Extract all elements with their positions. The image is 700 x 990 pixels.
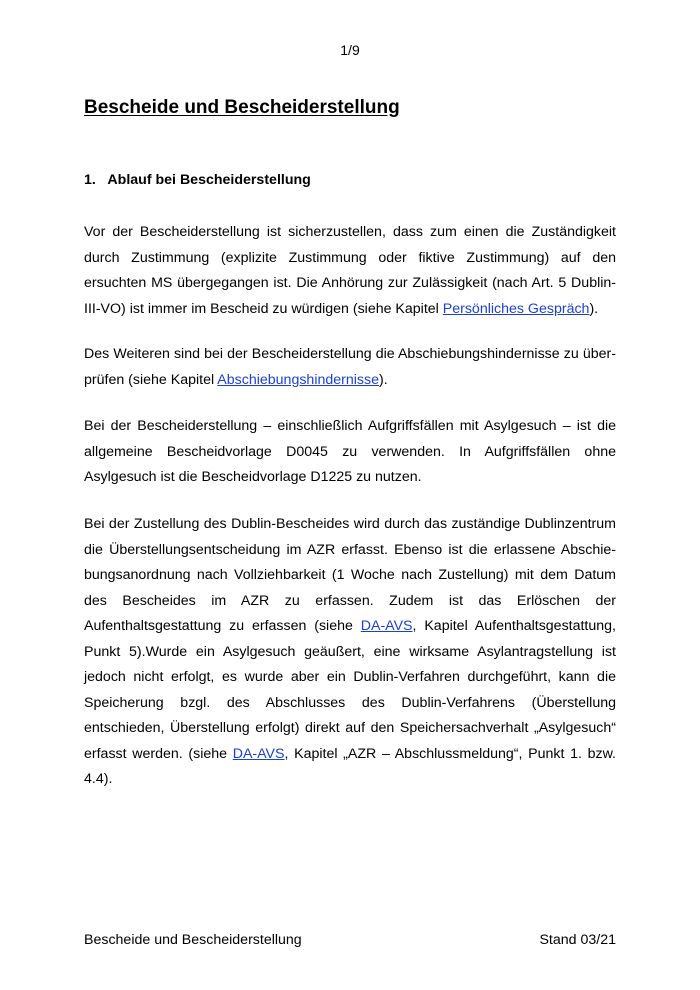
link-da-avs[interactable]: DA-AVS <box>232 745 285 762</box>
footer-title: Bescheide und Bescheiderstellung <box>84 932 302 948</box>
document-title: Bescheide und Bescheiderstellung <box>84 97 400 118</box>
paragraph-abschiebungshindernisse <box>84 342 616 393</box>
section-heading <box>84 172 311 188</box>
link-abschiebungshindernisse[interactable]: Abschiebungshindernisse <box>217 371 379 388</box>
section-number: 1. <box>84 172 96 188</box>
section-title: Ablauf bei Bescheiderstellung <box>107 172 311 188</box>
paragraph-bescheidvorlage: Bei der Bescheiderstellung – einschließlich Aufgriffsfällen mit Asylgesuch – ist die allgemeine Bescheidvorlage D0045 zu verwenden. In Aufgriffsfällen ohne Asylgesuch ist die Bescheidvorlage D1225 zu nutzen. <box>84 418 616 485</box>
paragraph-text: , Kapitel „AZR – Abschlussmeldung“, Punkt 1. bzw. 4.4). <box>84 745 616 787</box>
link-persoenliches-gespraech[interactable]: Persönliches Gespräch <box>442 300 590 317</box>
link-da-avs[interactable]: DA-AVS <box>360 618 413 634</box>
paragraph-text: Vor der Bescheiderstellung ist sicherzustellen, dass zum einen die Zuständigkeit durch Zustimmung (explizite Zustimmung oder fiktive Zustimmung) auf den ersuchten MS übergegangen ist. Die Anhörung zur Zulässigkeit (nach Art. 5 Dublin-III-VO) ist immer im Bescheid zu würdigen (siehe Kapitel <box>84 224 616 317</box>
paragraph-text: Bei der Zustellung des Dublin-Bescheides wird durch das zuständige Dublinzentrum die Überstellungsentscheidung im AZR erfasst. Ebenso ist die erlassene Abschiebungsanordnung nach Vollziehbarkeit (1 Woche nach Zustellung) mit dem Datum des Bescheides im AZR zu erfassen. Zudem ist das Erlöschen der Aufenthaltsgestattung zu erfassen (siehe <box>84 516 616 634</box>
page-number: 1/9 <box>340 42 360 58</box>
footer-date: Stand 03/21 <box>539 932 616 948</box>
paragraph-zustaendigkeit <box>84 220 616 322</box>
paragraph-text: , Kapitel Aufenthaltsgestattung, Punkt 5).Wurde ein Asylgesuch geäußert, eine wirksame Asylantragstellung ist jedoch nicht erfolgt, es wurde aber ein Dublin-Verfahren durchgeführt, kann die Speicherung bzgl. des Abschlusses des Dublin-Verfahrens (Überstellung entschieden, Überstellung erfolgt) direkt auf den Speichersachverhalt „Asylgesuch“ erfasst werden. (siehe <box>84 618 616 762</box>
paragraph-zustellung <box>84 512 616 793</box>
paragraph-text: ). <box>379 371 388 388</box>
paragraph-text: ). <box>589 300 599 317</box>
paragraph-text: Des Weiteren sind bei der Bescheiderstellung die Abschiebungshindernisse zu überprüfen (siehe Kapitel <box>84 346 616 388</box>
